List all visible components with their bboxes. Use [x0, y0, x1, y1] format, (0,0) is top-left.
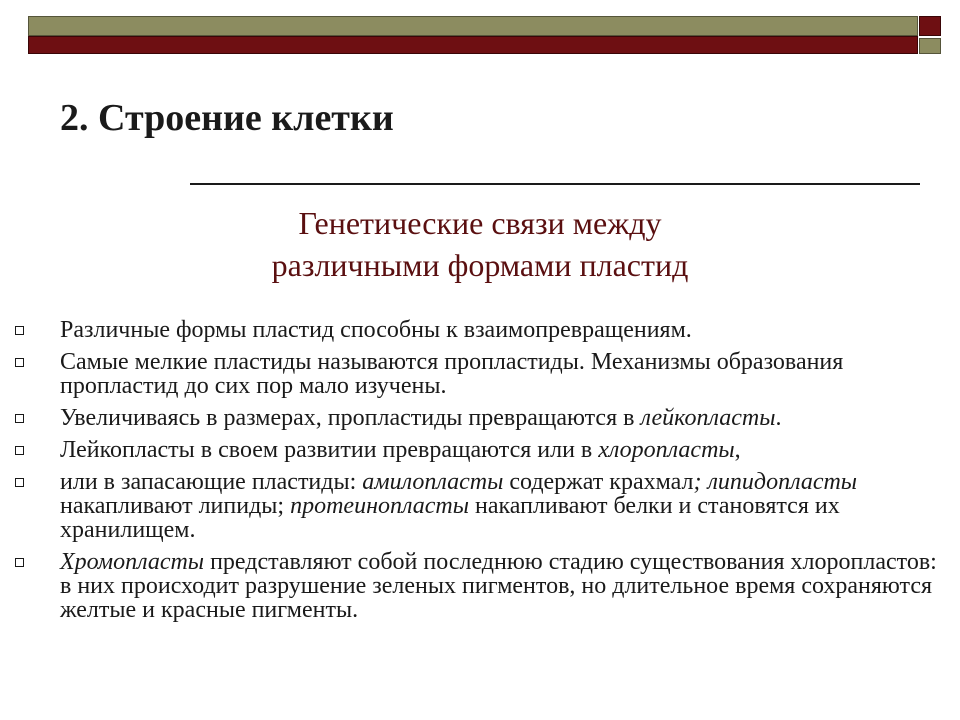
bullet-item [10, 550, 950, 622]
square-bullet-icon [15, 414, 24, 423]
bullet-item [10, 406, 950, 430]
corner-olive-block [919, 38, 941, 54]
slide-subtitle [160, 202, 800, 286]
corner-red-block [919, 16, 941, 36]
olive-stripe [28, 16, 918, 36]
bullet-item [10, 318, 950, 342]
bullet-text: Различные формы пластид способны к взаимопревращениям. [60, 317, 692, 343]
square-bullet-icon [15, 558, 24, 567]
bullet-text: представляют собой последнюю стадию существования хлоропластов: в них происходит разрушение зеленых пигментов, но длительное время сохраняются желтые и красные пигменты. [60, 549, 937, 623]
subtitle-line-2: различными формами пластид [271, 247, 689, 283]
bullet-text: накапливают белки и становятся их хранилищем. [60, 493, 840, 543]
bullet-item [10, 470, 950, 542]
bullet-text: содержат крахмал [503, 469, 694, 495]
bullet-list [10, 318, 950, 630]
term-lipidoplasts: ; липидопласты [693, 469, 858, 495]
term-chromoplasts: Хромопласты [60, 549, 205, 575]
bullet-item [10, 350, 950, 398]
bullet-text: , [734, 437, 741, 463]
bullet-text: или в запасающие пластиды: [60, 469, 363, 495]
subtitle-line-1: Генетические связи между [298, 205, 662, 241]
slide-title: 2. Строение клетки [60, 97, 394, 139]
square-bullet-icon [15, 446, 24, 455]
bullet-text: Самые мелкие пластиды называются пропластиды. Механизмы образования пропластид до сих пор мало изучены. [60, 349, 844, 399]
term-amyloplasts: амилопласты [362, 469, 504, 495]
term-chloroplasts: хлоропласты [598, 437, 735, 463]
term-proteinoplasts: протеинопласты [290, 493, 469, 519]
bullet-text: . [775, 405, 782, 431]
decorative-top-bar [28, 16, 918, 54]
title-divider [190, 183, 920, 185]
bullet-item [10, 438, 950, 462]
term-leucoplasts: лейкопласты [640, 405, 776, 431]
bullet-text: накапливают липиды; [60, 493, 291, 519]
square-bullet-icon [15, 358, 24, 367]
square-bullet-icon [15, 478, 24, 487]
bullet-text: Увеличиваясь в размерах, пропластиды превращаются в [60, 405, 641, 431]
red-stripe [28, 36, 918, 54]
square-bullet-icon [15, 326, 24, 335]
bullet-text: Лейкопласты в своем развитии превращаются или в [60, 437, 599, 463]
